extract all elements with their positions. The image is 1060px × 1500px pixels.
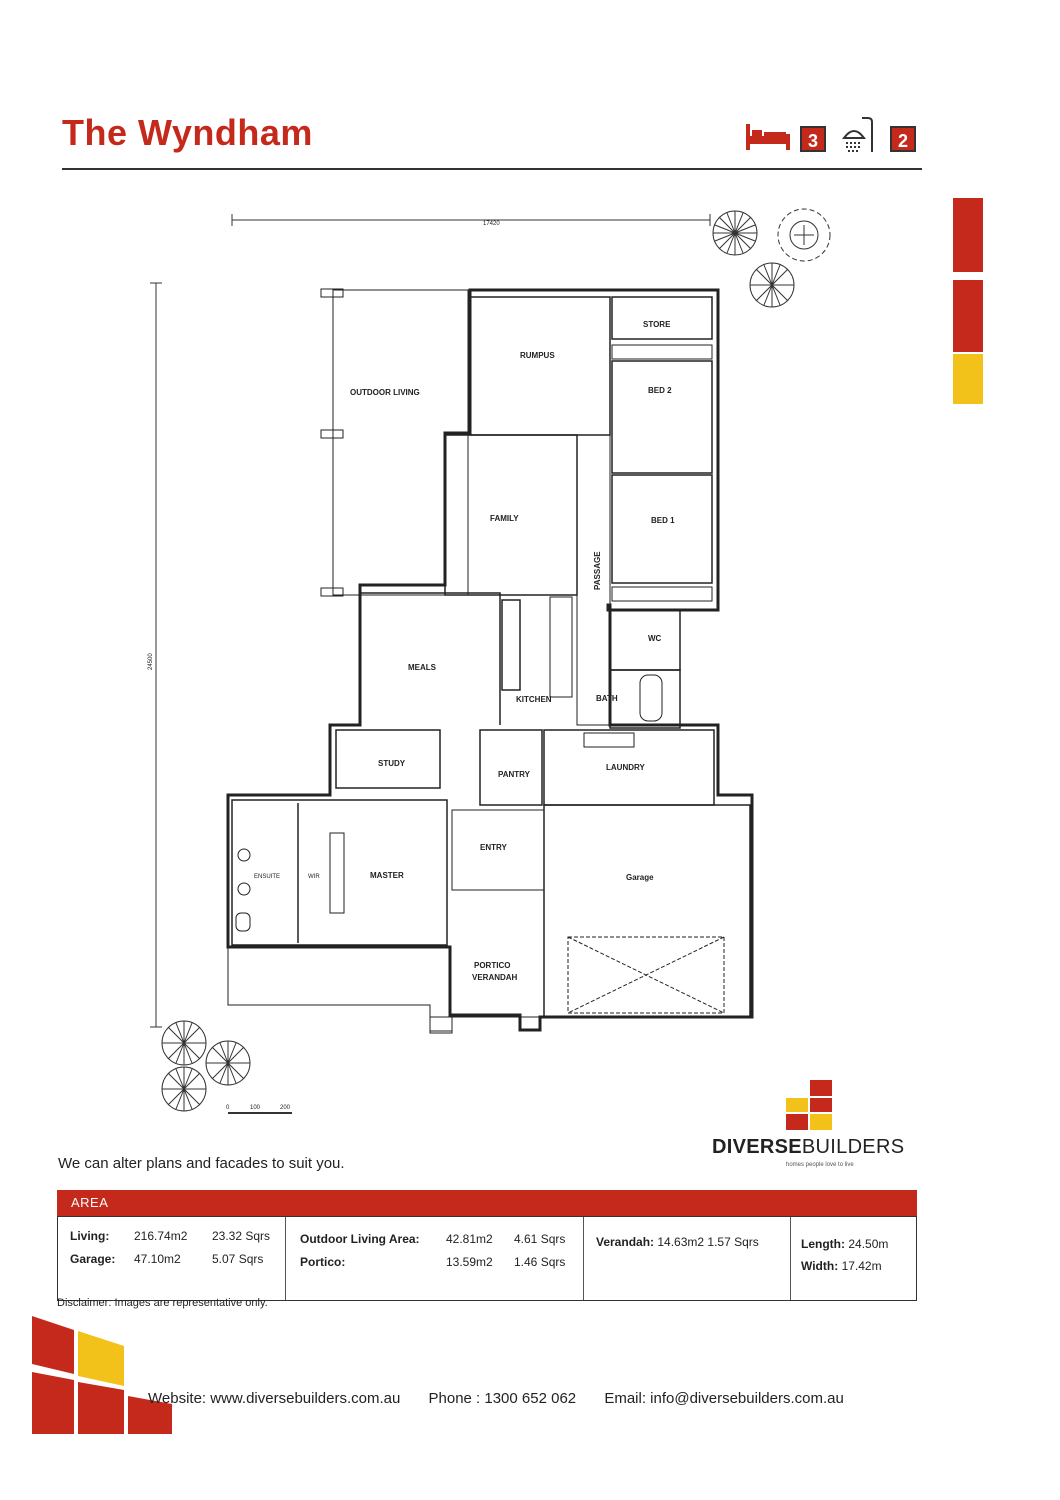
alteration-tagline: We can alter plans and facades to suit you. [58, 1155, 345, 1172]
tree-icon [162, 1021, 206, 1065]
tree-icon [750, 263, 794, 307]
room-label-outdoor: OUTDOOR LIVING [350, 388, 420, 397]
area-cell-dimensions: Length: 24.50m Width: 17.42m [801, 1237, 889, 1273]
area-table [57, 1216, 917, 1301]
room-label-store: STORE [643, 320, 671, 329]
room-label-family: FAMILY [490, 514, 519, 523]
tree-icon [778, 209, 830, 261]
room-label-ensuite: ENSUITE [254, 874, 281, 880]
room-label-laundry: LAUNDRY [606, 763, 645, 772]
room-label-passage: PASSAGE [593, 551, 602, 590]
room-label-portico: PORTICO [474, 961, 511, 970]
tree-icon [206, 1041, 250, 1085]
svg-text:200: 200 [280, 1105, 291, 1111]
page-title: The Wyndham [62, 112, 313, 153]
brand-tagline: homes people love to live [786, 1162, 854, 1168]
room-label-verandah: VERANDAH [472, 973, 518, 982]
room-label-rumpus: RUMPUS [520, 351, 555, 360]
bed-icon [744, 120, 792, 157]
tree-icon [713, 211, 757, 255]
svg-text:100: 100 [250, 1105, 261, 1111]
footer-website[interactable]: Website: www.diversebuilders.com.au [148, 1390, 401, 1407]
length-dimension-label: 24500 [148, 653, 154, 670]
width-dimension-label: 17420 [483, 221, 500, 227]
sidebar-bar-red-1 [953, 198, 983, 272]
room-label-wc: WC [648, 634, 662, 643]
floor-plan [140, 205, 860, 1125]
width-dimension [232, 214, 710, 227]
bedrooms-count-badge: 3 [800, 126, 826, 152]
area-cell-living-garage: Living: 216.74m2 23.32 Sqrs Garage: 47.10m2 5.07 Sqrs [58, 1217, 286, 1300]
area-cell-verandah: Verandah: 14.63m2 1.57 Sqrs [584, 1217, 791, 1300]
tree-icon [162, 1067, 206, 1111]
svg-text:0: 0 [226, 1105, 230, 1111]
room-label-kitchen: KITCHEN [516, 695, 552, 704]
room-label-bed1: BED 1 [651, 516, 675, 525]
footer-phone[interactable]: Phone : 1300 652 062 [428, 1390, 577, 1407]
room-label-study: STUDY [378, 759, 406, 768]
room-label-entry: ENTRY [480, 843, 507, 852]
sidebar-bar-red-2 [953, 280, 983, 352]
area-cell-outdoor-portico: Outdoor Living Area: 42.81m2 4.61 Sqrs Portico: 13.59m2 1.46 Sqrs [286, 1217, 584, 1300]
room-label-meals: MEALS [408, 663, 436, 672]
scale-bar [226, 1105, 292, 1113]
room-label-wir: WIR [308, 874, 320, 880]
room-label-master: MASTER [370, 871, 404, 880]
brand-name: DIVERSEBUILDERS [712, 1136, 905, 1158]
bathrooms-count-badge: 2 [890, 126, 916, 152]
footer-email[interactable]: Email: info@diversebuilders.com.au [604, 1390, 844, 1407]
shower-icon [840, 116, 880, 159]
brand-logo [786, 1080, 836, 1137]
sidebar-bar-yellow [953, 354, 983, 404]
room-label-bath: BATH [596, 694, 618, 703]
footer-contact [148, 1390, 868, 1407]
length-dimension [148, 283, 162, 1027]
disclaimer: Disclaimer: Images are representative only. [57, 1297, 268, 1309]
room-label-bed2: BED 2 [648, 386, 672, 395]
footer-logo [32, 1316, 177, 1446]
room-label-garage: Garage [626, 873, 654, 882]
area-heading: AREA [57, 1190, 917, 1216]
room-label-pantry: PANTRY [498, 770, 530, 779]
title-divider [62, 168, 922, 170]
